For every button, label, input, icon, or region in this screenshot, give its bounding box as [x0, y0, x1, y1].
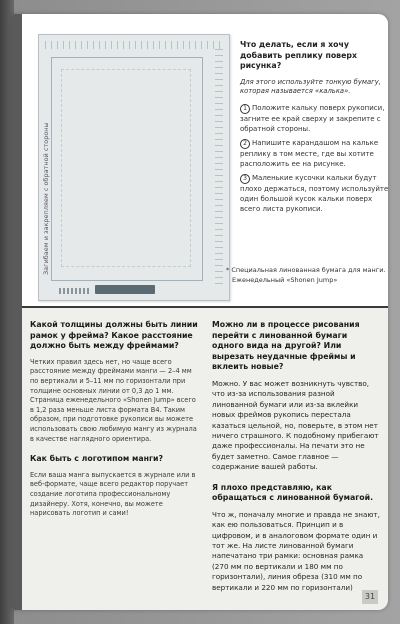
step-number: 1: [240, 104, 250, 114]
paper-switch-answer: Можно. У вас может возникнуть чувство, что из-за использования разной линованной бумаги или из-за вклейки новых фреймов рукопись перестала казаться цельной, но, поверьте, в этом нет ничего страшного. К подобному прибегают даже профессионалы. На печати это не будет заметно. Самое главное — содержание вашей работы.: [212, 378, 379, 472]
page-edge-strip: [12, 14, 22, 610]
step-text: Напишите карандашом на кальке реплику в том месте, где вы хотите расположить ее на рисунке.: [240, 139, 379, 169]
top-right-section: [240, 40, 388, 218]
sheet-logo: [95, 285, 155, 294]
step-text: Положите кальку поверх рукописи, загните ее край сверху и закрепите с обратной стороны.: [240, 104, 385, 134]
caption-line-2: Еженедельный «Shonen Jump»: [232, 275, 338, 284]
manga-paper-image: [38, 34, 230, 301]
section-divider: [22, 306, 388, 308]
step-2: [240, 138, 388, 169]
tracing-question-title: Что делать, если я хочу добавить реплику поверх рисунка?: [240, 40, 358, 70]
step-1: [240, 103, 388, 134]
caption-line-1: * Специальная линованная бумага для манги.: [226, 266, 386, 274]
sheet-inner-frame: [61, 69, 191, 267]
step-number: 3: [240, 174, 250, 184]
logo-answer: Если ваша манга выпускается в журнале или в веб-формате, чаще всего редактор поручает создание логотипа профессиональному дизайнеру. Хотя, конечно, вы можете нарисовать логотип и сами!: [30, 470, 196, 518]
sheet-ruler-right: [215, 49, 223, 289]
sheet-ruler-top: [45, 41, 221, 49]
tracing-intro: Для этого используйте тонкую бумагу, которая называется «калька».: [240, 77, 381, 96]
frame-lines-answer: Четких правил здесь нет, но чаще всего расстояние между фреймами манги — 2–4 мм по вертикали и 5–11 мм по горизонтали при толщине основных линии от 0,3 до 1 мм. Страница еженедельного «Shonen Jump» всего в 1,2 раза меньше листа формата B4. Таким образом, при подготовке рукописи вы можете использовать свою любимую мангу из журнала в качестве наглядного ориентира.: [30, 357, 197, 443]
right-column: [212, 320, 380, 603]
step-number: 2: [240, 139, 250, 149]
qa-section: [30, 320, 380, 605]
lined-paper-question: Я плохо представляю, как обращаться с линованной бумагой.: [212, 482, 374, 503]
page-number: 31: [362, 590, 378, 604]
logo-question: Как быть с логотипом манги?: [30, 454, 164, 464]
sheet-side-note: Загибаем и закрепляем с обратной стороны: [42, 122, 50, 275]
image-caption: [226, 266, 386, 285]
sheet-logo-text: [59, 288, 91, 294]
paper-switch-question: Можно ли в процессе рисования перейти с линованной бумаги одного вида на другой? Или вырезать неудачные фреймы и вклеить новые?: [212, 320, 360, 372]
left-column: [30, 320, 198, 529]
step-3: [240, 173, 388, 214]
lined-paper-answer: Что ж, поначалу многие и правда не знают, как ею пользоваться. Принцип и в цифровом, и в аналоговом формате один и тот же. На листе линованной бумаги напечатано три рамки: основная рамка (270 мм по вертикали и 180 мм по горизонтали), линия обреза (310 мм по вертикали и 220 мм по горизонтали): [212, 509, 380, 592]
frame-lines-question: Какой толщины должны быть линии рамок у фрейма? Какое расстояние должно быть между фреймами?: [30, 320, 198, 351]
step-text: Маленькие кусочки кальки будут плохо держаться, поэтому используйте один большой кусок кальки поверх всего листа рукописи.: [240, 174, 388, 214]
top-panel: [22, 14, 388, 306]
book-page: [12, 14, 388, 610]
